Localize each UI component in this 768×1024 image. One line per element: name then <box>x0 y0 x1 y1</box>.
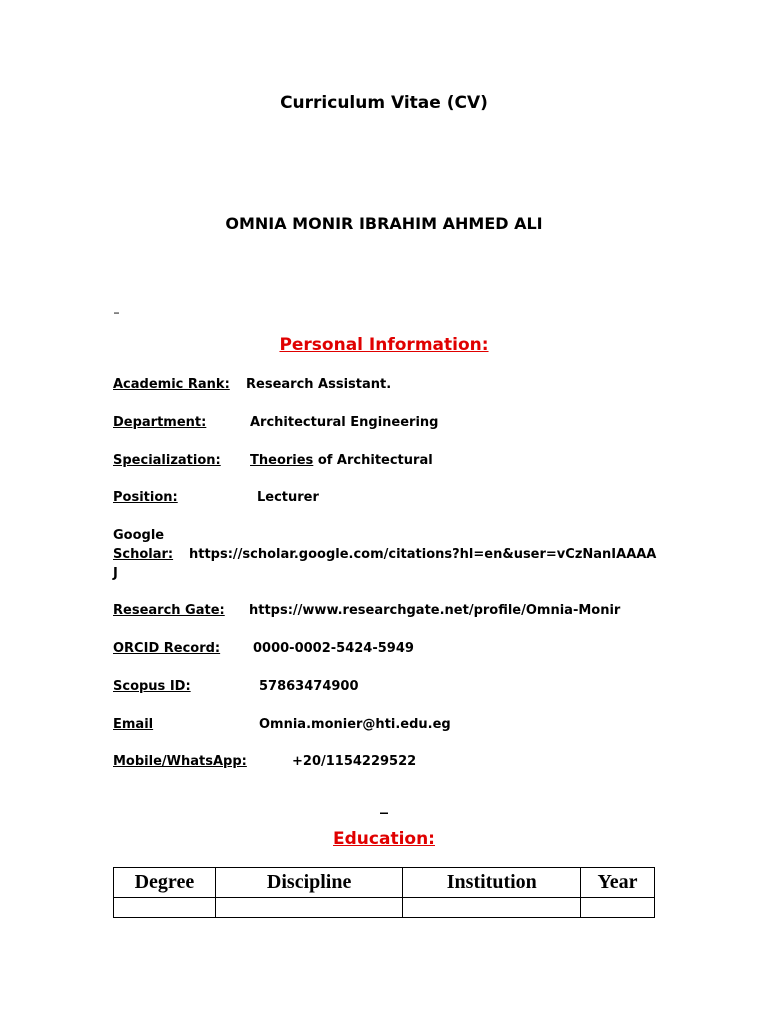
academic-rank-label: Academic Rank: <box>113 377 230 392</box>
academic-rank-value: Research Assistant. <box>246 377 392 392</box>
personal-info-heading: Personal Information: <box>279 335 489 355</box>
year-column-header: Year <box>581 868 655 898</box>
institution-cell <box>403 898 581 918</box>
mobile-value: +20/1154229522 <box>292 754 417 769</box>
position-label: Position: <box>113 490 178 505</box>
specialization-value-rest: of Architectural <box>313 453 433 468</box>
institution-column-header: Institution <box>403 868 581 898</box>
position-value: Lecturer <box>257 490 319 505</box>
email-label: Email <box>113 717 154 732</box>
mobile-label: Mobile/WhatsApp: <box>113 754 247 769</box>
document-title: Curriculum Vitae (CV) <box>280 93 488 113</box>
table-row <box>114 898 655 918</box>
education-table-header-row <box>114 868 655 898</box>
research-gate-label: Research Gate: <box>113 603 225 618</box>
education-heading: Education: <box>333 829 435 849</box>
research-gate-link[interactable]: https://www.researchgate.net/profile/Omnia-Monir <box>249 603 621 618</box>
specialization-label: Specialization: <box>113 453 221 468</box>
year-cell <box>581 898 655 918</box>
discipline-cell <box>215 898 403 918</box>
specialization-value-underlined: Theories <box>250 453 314 468</box>
separator-mark-2: _ <box>380 795 388 814</box>
education-table <box>113 867 655 918</box>
orcid-label: ORCID Record: <box>113 641 221 656</box>
google-scholar-label-line1: Google <box>113 528 165 543</box>
google-scholar-link[interactable]: https://scholar.google.com/citations?hl=en&user=vCzNanIAAAA <box>189 547 657 562</box>
department-label: Department: <box>113 415 207 430</box>
specialization-value <box>250 453 433 468</box>
google-scholar-link-wrap[interactable]: J <box>113 566 118 581</box>
scopus-label: Scopus ID: <box>113 679 191 694</box>
separator-mark: _ <box>114 303 119 314</box>
person-name: OMNIA MONIR IBRAHIM AHMED ALI <box>225 214 543 233</box>
email-value[interactable]: Omnia.monier@hti.edu.eg <box>259 717 451 732</box>
google-scholar-label-line2: Scholar: <box>113 547 174 562</box>
scopus-value: 57863474900 <box>259 679 359 694</box>
department-value: Architectural Engineering <box>250 415 439 430</box>
degree-cell <box>114 898 216 918</box>
degree-column-header: Degree <box>114 868 216 898</box>
orcid-value: 0000-0002-5424-5949 <box>253 641 414 656</box>
discipline-column-header: Discipline <box>215 868 403 898</box>
